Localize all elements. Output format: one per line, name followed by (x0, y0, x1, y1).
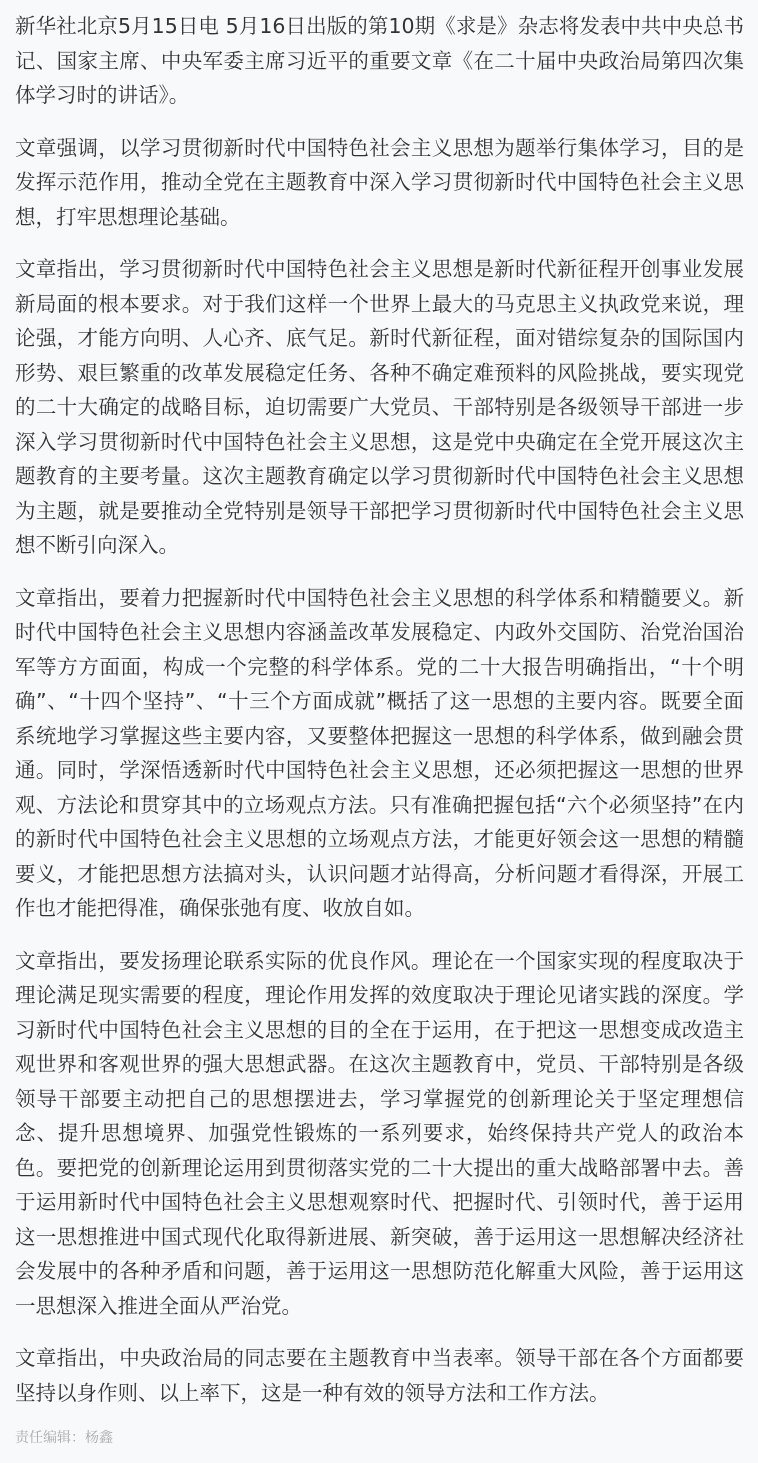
article-paragraph: 新华社北京5月15日电 5月16日出版的第10期《求是》杂志将发表中共中央总书记、国家主席、中央军委主席习近平的重要文章《在二十届中央政治局第四次集体学习时的讲话》。 (15, 14, 744, 107)
article-paragraph: 文章强调，以学习贯彻新时代中国特色社会主义思想为题举行集体学习，目的是发挥示范作用，推动全党在主题教育中深入学习贯彻新时代中国特色社会主义思想，打牢思想理论基础。 (15, 135, 744, 229)
article-paragraph: 文章指出，要发扬理论联系实际的优良作风。理论在一个国家实现的程度取决于理论满足现实需要的程度，理论作用发挥的效度取决于理论见诸实践的深度。学习新时代中国特色社会主义思想的目的全在于运用，在于把这一思想变成改造主观世界和客观世界的强大思想武器。在这次主题教育中，党员、干部特别是各级领导干部要主动把自己的思想摆进去，学习掌握党的创新理论关于坚定理想信念、提升思想境界、加强党性锻炼的一系列要求，始终保持共产党人的政治本色。要把党的创新理论运用到贯彻落实党的二十大提出的重大战略部署中去。善于运用新时代中国特色社会主义思想观察时代、把握时代、引领时代，善于运用这一思想推进中国式现代化取得新进展、新突破，善于运用这一思想解决经济社会发展中的各种矛盾和问题，善于运用这一思想防范化解重大风险，善于运用这一思想深入推进全面从严治党。 (15, 948, 744, 1318)
article-paragraph: 文章指出，学习贯彻新时代中国特色社会主义思想是新时代新征程开创事业发展新局面的根本要求。对于我们这样一个世界上最大的马克思主义执政党来说，理论强，才能方向明、人心齐、底气足。新时代新征程，面对错综复杂的国际国内形势、艰巨繁重的改革发展稳定任务、各种不确定难预料的风险挑战，要实现党的二十大确定的战略目标，迫切需要广大党员、干部特别是各级领导干部进一步深入学习贯彻新时代中国特色社会主义思想，这是党中央确定在全党开展这次主题教育的主要考量。这次主题教育确定以学习贯彻新时代中国特色社会主义思想为主题，就是要推动全党特别是领导干部把学习贯彻新时代中国特色社会主义思想不断引向深入。 (15, 257, 744, 557)
responsible-editor: 责任编辑：杨鑫 (15, 1430, 113, 1446)
article-paragraph: 文章指出，中央政治局的同志要在主题教育中当表率。领导干部在各个方面都要坚持以身作则、以上率下，这是一种有效的领导方法和工作方法。 (15, 1346, 744, 1405)
article-paragraph: 文章指出，要着力把握新时代中国特色社会主义思想的科学体系和精髓要义。新时代中国特色社会主义思想内容涵盖改革发展稳定、内政外交国防、治党治国治军等方方面面，构成一个完整的科学体系。党的二十大报告明确指出，“十个明确”、“十四个坚持”、“十三个方面成就”概括了这一思想的主要内容。既要全面系统地学习掌握这些主要内容，又要整体把握这一思想的科学体系，做到融会贯通。同时，学深悟透新时代中国特色社会主义思想，还必须把握这一思想的世界观、方法论和贯穿其中的立场观点方法。只有准确把握包括“六个必须坚持”在内的新时代中国特色社会主义思想的立场观点方法，才能更好领会这一思想的精髓要义，才能把思想方法搞对头，认识问题才站得高，分析问题才看得深，开展工作也才能把得准，确保张弛有度、收放自如。 (15, 585, 744, 920)
